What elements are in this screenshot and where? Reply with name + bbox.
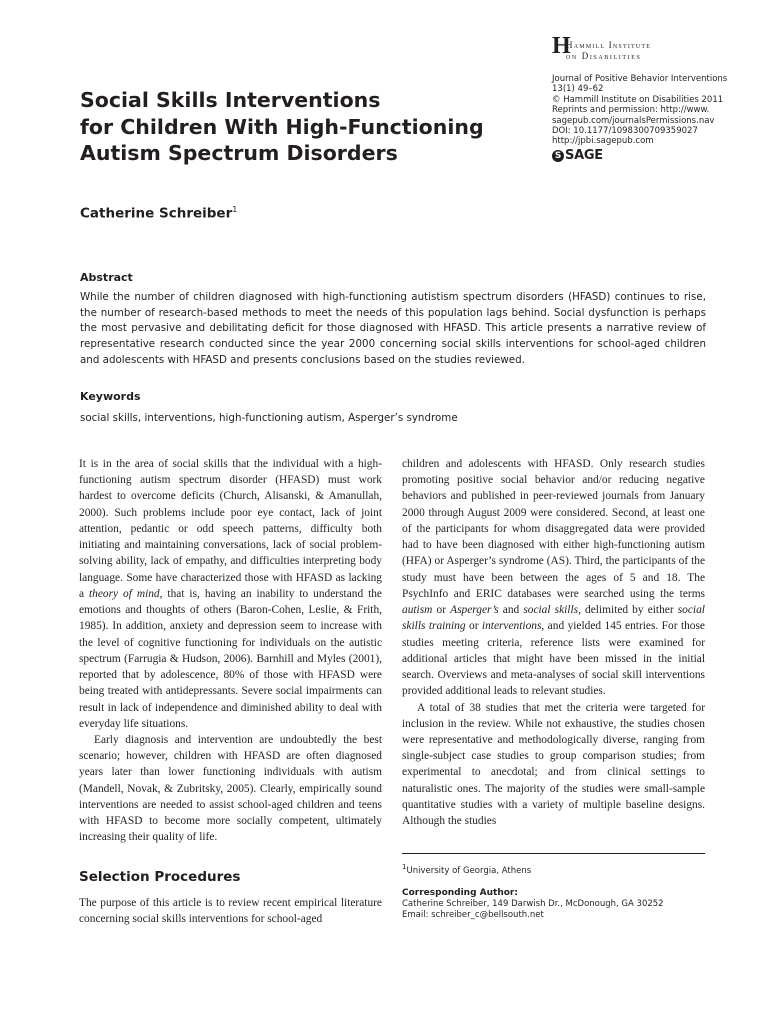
body-paragraph: A total of 38 studies that met the criteria were targeted for inclusion in the review. While not exhaustive, the studies chosen were representative and methodologically diverse, ranging from single-subject case studies to group comparison studies; from experimental to anecdotal; and from clinical settings to naturalistic ones. The majority of the studies were small-sample quantitative studies with a variety of multiple baseline designs. Although the studies: [402, 701, 705, 828]
body-text: , delimited by either: [578, 604, 678, 617]
body-text-emphasis: autism: [402, 604, 433, 617]
body-text: or: [432, 604, 451, 617]
keywords-heading: Keywords: [80, 390, 141, 403]
body-paragraph: [79, 456, 382, 732]
journal-name: Journal of Positive Behavior Interventions: [552, 74, 728, 84]
body-text: or: [465, 620, 482, 633]
body-text: , that is, having an inability to understand the emotions and thoughts of others (Baron-Cohen, Leslie, & Frith, 1985). In addition, anxiety and depression seem to increase with the level of cognitive functioning for individuals on the autistic spectrum (Farrugia & Hudson, 2006). Barnhill and Myles (2001), reported that by adolescence, 80% of those with HFASD were being treated with antidepressants. Severe social impairments can result in lack of independence and diminished ability to deal with everyday life situations.: [79, 587, 382, 730]
publisher-logo-letter: H: [552, 33, 571, 59]
journal-url[interactable]: http://jpbi.sagepub.com: [552, 136, 654, 147]
abstract-text: While the number of children diagnosed with high-functioning autistism spectrum disorders (HFASD) continues to rise, the number of research-based methods to meet the needs of this population lags behind. Social dysfunction is perhaps the most pervasive and debilitating deficit for those diagnosed with HFASD. This article presents a narrative review of representative research conducted since the year 2000 concerning social skills interventions for school-aged children and adolescents with HFASD and presents conclusions based on the studies reviewed.: [80, 291, 706, 366]
body-text: children and adolescents with HFASD. Only research studies promoting positive social behavior and/or reducing negative behaviors and published in peer-reviewed journals from January 2000 through August 2009 were considered. Second, at least one of the participants for whom disaggregated data were provided had to have been diagnosed with either high-functioning autism (HFA) or Asperger’s syndrome (AS). Third, the participants of the study must have been between the ages of 5 and 18. The PsychInfo and ERIC databases were searched using the terms: [402, 458, 705, 600]
corresponding-author-label: Corresponding Author:: [402, 887, 518, 898]
journal-reprints-line1: Reprints and permission: http://www.: [552, 105, 710, 116]
body-text-emphasis: social skills: [523, 604, 579, 617]
footnote-divider: [402, 853, 705, 854]
body-text-emphasis: social skills training: [402, 604, 705, 633]
body-text-emphasis: theory of mind: [89, 587, 160, 600]
body-column-right: [402, 456, 705, 829]
body-paragraph: [402, 456, 705, 700]
author-name-text: Catherine Schreiber: [80, 205, 233, 222]
body-text: , and yielded 145 entries. For those studies meeting criteria, reference lists were examined for additional articles that might have been missed in the initial search. Overviews and meta-analyses of social skill interventions provided additional leads to relevant studies.: [402, 620, 705, 698]
publisher-name-line1: Hammill Institute: [566, 40, 652, 50]
affiliation-note: [402, 861, 705, 877]
body-paragraph: Early diagnosis and intervention are undoubtedly the best scenario; however, children with HFASD are often diagnosed years later than lower functioning individuals with autism (Mandell, Novak, & Zubritsky, 2005). Clearly, empirically sound interventions are needed to assist school-aged children and teens with HFASD to become more socially competent, ultimately increasing their quality of life.: [79, 733, 382, 844]
abstract-heading: Abstract: [80, 271, 133, 284]
journal-copyright: © Hammill Institute on Disabilities 2011: [552, 94, 724, 105]
affiliation-marker: 1: [402, 862, 407, 871]
sage-s-icon: S: [552, 150, 564, 162]
keywords-text: social skills, interventions, high-functioning autism, Asperger’s syndrome: [80, 412, 458, 424]
journal-metadata: [552, 74, 742, 162]
journal-reprints-line2[interactable]: sagepub.com/journalsPermissions.nav: [552, 115, 715, 126]
body-text-emphasis: Asperger’s: [450, 604, 499, 617]
corresponding-author-email[interactable]: Email: schreiber_c@bellsouth.net: [402, 909, 544, 920]
sage-logo: [552, 147, 742, 163]
body-column-left: [79, 456, 382, 846]
footnotes: [402, 861, 705, 921]
publisher-logo: [552, 33, 732, 70]
title-line: for Children With High-Functioning: [80, 114, 484, 139]
article-title: [80, 87, 520, 167]
title-line: Social Skills Interventions: [80, 88, 381, 112]
affiliation-text: University of Georgia, Athens: [406, 865, 532, 876]
corresponding-author-heading: [402, 888, 705, 899]
body-text: and: [498, 604, 524, 617]
author-affiliation-marker: 1: [232, 205, 238, 214]
publisher-name-line2: on Disabilities: [566, 51, 642, 61]
corresponding-author-address: Catherine Schreiber, 149 Darwish Dr., McDonough, GA 30252: [402, 898, 664, 909]
body-text: It is in the area of social skills that the individual with a high-functioning autism spectrum disorder (HFASD) must work hardest to overcome deficits (Church, Alisanski, & Amanullah, 2000). Such problems include poor eye contact, lack of joint attention, pedantic or odd speech patterns, difficulty both initiating and maintaining conversations, lack of social problem-solving ability, lack of empathy, and difficulties interpreting body language. Some have characterized those with HFASD as lacking a: [79, 458, 382, 600]
author-name: [80, 205, 237, 222]
journal-doi[interactable]: DOI: 10.1177/1098300709359027: [552, 126, 698, 137]
section-heading-selection-procedures: Selection Procedures: [79, 869, 241, 885]
body-text-emphasis: interventions: [481, 620, 542, 633]
sage-wordmark: SAGE: [565, 147, 603, 163]
title-line: Autism Spectrum Disorders: [80, 141, 398, 165]
body-paragraph: The purpose of this article is to review recent empirical literature concerning social skills interventions for school-aged: [79, 897, 382, 926]
journal-issue: 13(1) 49–62: [552, 84, 604, 95]
